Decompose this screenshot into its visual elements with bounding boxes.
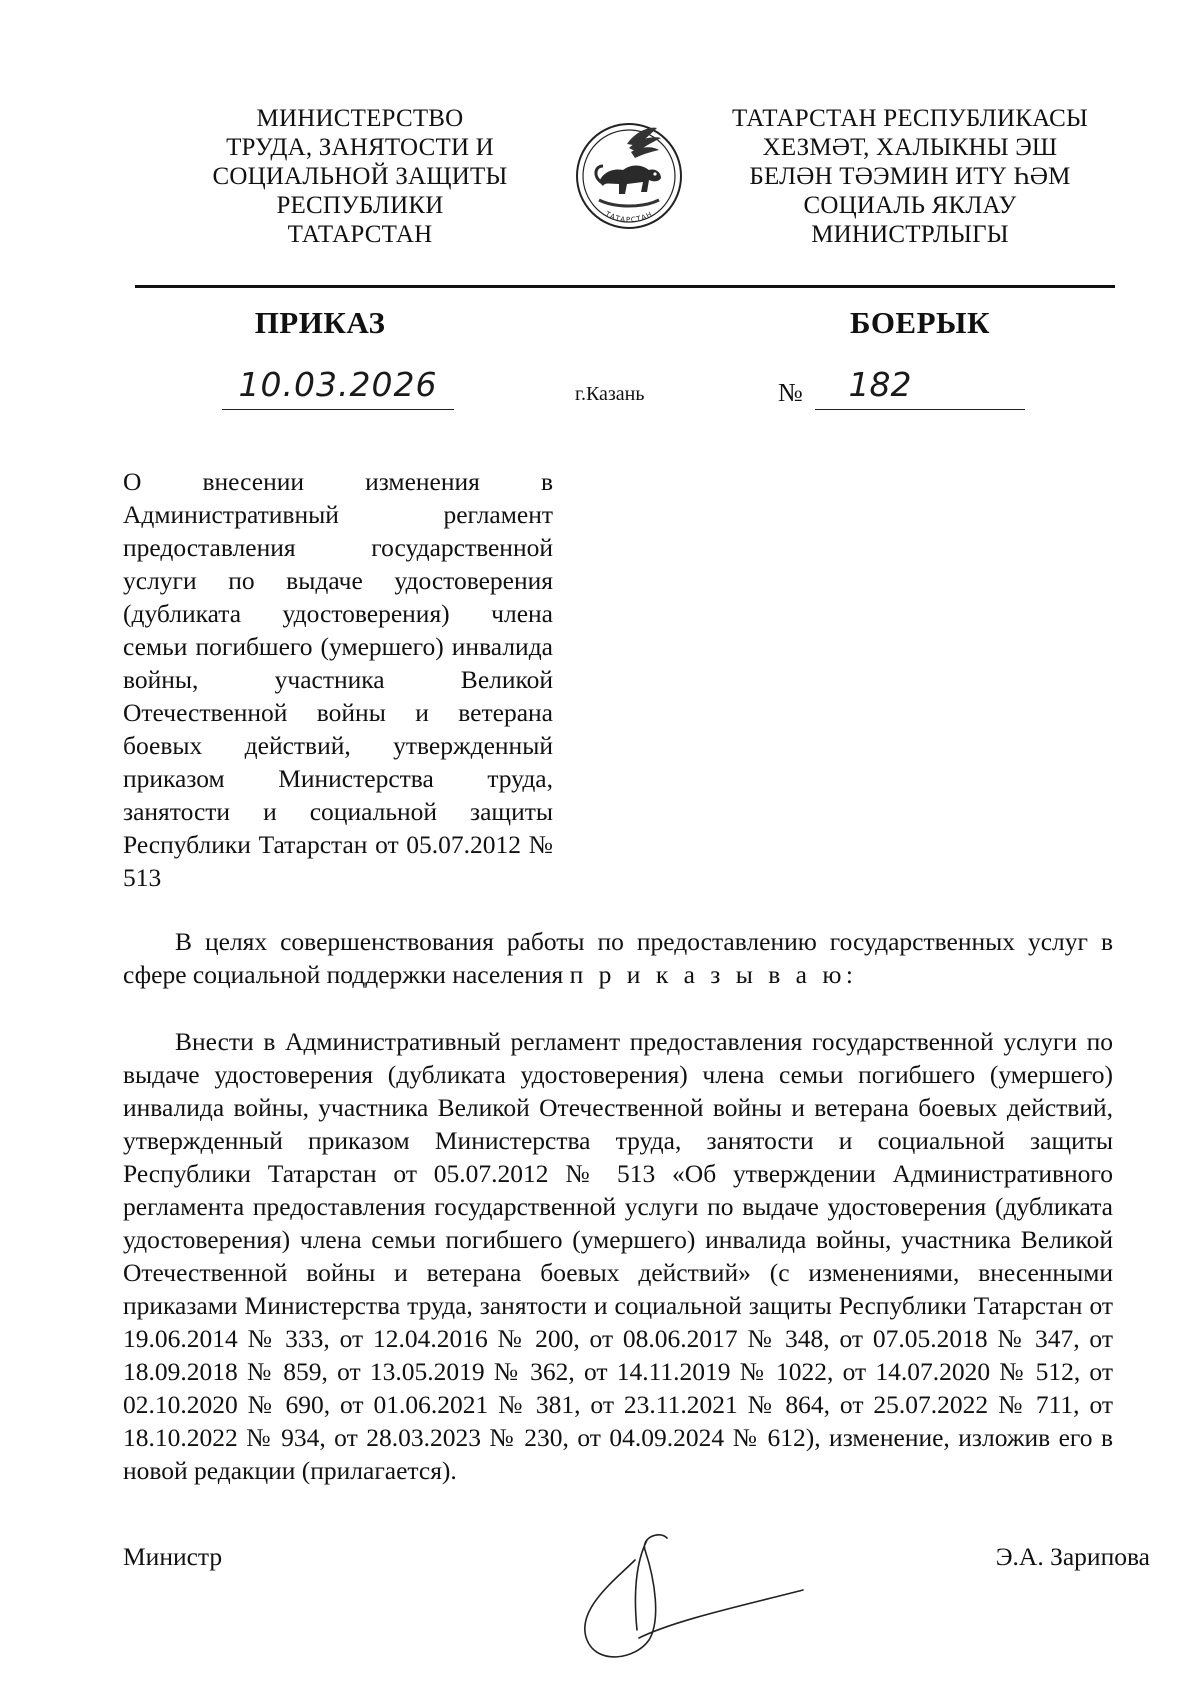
order-number-field <box>815 365 1025 410</box>
header-line: СОЦИАЛЬНОЙ ЗАЩИТЫ <box>212 163 508 190</box>
order-paragraph: Внести в Административный регламент предоставления государственной услуги по выдаче удостоверения (дубликата удостоверения) члена семьи погибшего (умершего) инвалида войны, участника Великой Отечественной войны и ветерана боевых действий, утвержденный приказом Министерства труда, занятости и социальной защиты Республики Татарстан от 05.07.2012 № 513 «Об утверждении Административного регламента предоставления государственной услуги по выдаче удостоверения (дубликата удостоверения) члена семьи погибшего (умершего) инвалида войны, участника Великой Отечественной войны и ветерана боевых действий» (с изменениями, внесенными приказами Министерства труда, занятости и социальной защиты Республики Татарстан от 19.06.2014 № 333, от 12.04.2016 № 200, от 08.06.2017 № 348, от 07.05.2018 № 347, от 18.09.2018 № 859, от 13.05.2019 № 362, от 14.11.2019 № 1022, от 14.07.2020 № 512, от 02.10.2020 № 690, от 01.06.2021 № 381, от 23.11.2021 № 864, от 25.07.2022 № 711, от 18.10.2022 № 934, от 28.03.2023 № 230, от 04.09.2024 № 612), изменение, изложив его в новой редакции (прилагается). <box>123 1027 1113 1485</box>
signatory-role: Министр <box>123 1542 223 1571</box>
header-line: МИНИСТРЛЫГЫ <box>811 221 1009 248</box>
header-line: БЕЛӘН ТӘЭМИН ИТҮ ҺӘМ <box>749 163 1071 190</box>
order-subject: О внесении изменения в Административный регламент предоставления государственной услуги по выдаче удостоверения (дубликата удостоверения) члена семьи погибшего (умершего) инвалида войны, участника Великой Отечественной войны и ветерана боевых действий, утвержденный приказом Министерства труда, занятости и социальной защиты Республики Татарстан от 05.07.2012 № 513 <box>123 467 553 892</box>
header-line: СОЦИАЛЬ ЯКЛАУ <box>803 192 1017 219</box>
document-type-ru: ПРИКАЗ <box>254 305 386 340</box>
order-word: п р и к а з ы в а ю: <box>569 960 858 989</box>
header-line: ТАТАРСТАН <box>287 221 433 248</box>
order-date-handwritten: 10.03.2026 <box>238 365 438 404</box>
order-number-handwritten: 182 <box>848 365 912 404</box>
header-line: ХЕЗМӘТ, ХАЛЫКНЫ ЭШ <box>762 134 1058 161</box>
preamble-text: В целях совершенствования работы по предоставлению государственных услуг в сфере социальной поддержки населения <box>123 927 1113 989</box>
order-number-label: № <box>778 378 803 407</box>
tatarstan-coat-of-arms-emblem <box>569 112 689 238</box>
emblem-text: ТАТАРСТАН <box>603 210 655 225</box>
document-type-tt: БОЕРЫК <box>850 305 990 340</box>
handwritten-signature <box>575 1520 805 1670</box>
header-line: РЕСПУБЛИКИ <box>276 192 444 219</box>
order-city: г.Казань <box>575 383 645 405</box>
header-line: МИНИСТЕРСТВО <box>256 105 464 132</box>
order-date-field <box>222 365 454 410</box>
ministry-name-ru <box>160 104 560 249</box>
svg-text:ТАТАРСТАН <box>603 210 654 225</box>
ministry-name-tt <box>700 104 1120 249</box>
header-divider <box>135 285 1115 288</box>
preamble-paragraph <box>123 925 1113 991</box>
signatory-name: Э.А. Зарипова <box>995 1542 1150 1571</box>
header-line: ТРУДА, ЗАНЯТОСТИ И <box>226 134 494 161</box>
header-line: ТАТАРСТАН РЕСПУБЛИКАСЫ <box>732 105 1088 132</box>
